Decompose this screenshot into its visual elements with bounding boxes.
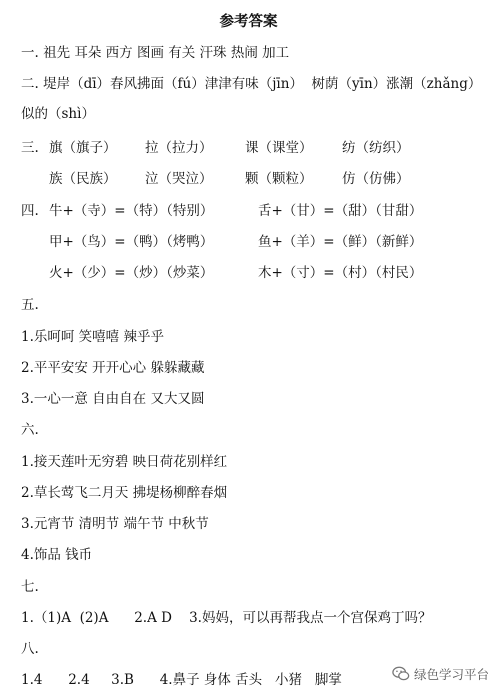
section-4-right-item: 木+（寸）=（村）（村民） bbox=[258, 265, 423, 281]
section-6-item: 2.草长莺飞二月天 拂堤杨柳醉春烟 bbox=[21, 485, 228, 501]
section-3-cell: 拉（拉力） bbox=[145, 140, 213, 156]
section-4-right-item: 鱼+（羊）=（鲜）（新鲜） bbox=[258, 234, 423, 250]
section-3-cell: 旗（旗子） bbox=[49, 140, 117, 156]
section-3-cell: 仿（仿佛） bbox=[342, 171, 410, 187]
section-7-label: 七. bbox=[21, 579, 39, 595]
section-7-answer: 1.（1)A (2)A 2.A D 3.妈妈，可以再帮我点一个宫保鸡丁吗？ bbox=[21, 610, 432, 626]
section-5-item: 1.乐呵呵 笑嘻嘻 辣乎乎 bbox=[21, 329, 164, 345]
section-6-item: 3.元宵节 清明节 端午节 中秋节 bbox=[21, 516, 209, 532]
section-3-cell: 族（民族） bbox=[49, 171, 117, 187]
section-4-left-item: 火+（少）=（炒）（炒菜） bbox=[49, 265, 214, 281]
wechat-icon bbox=[392, 665, 410, 683]
section-4-left-item: 牛+（寺）=（特）（特别） bbox=[49, 203, 214, 219]
section-4-label: 四. bbox=[21, 203, 39, 219]
section-8-label: 八. bbox=[21, 641, 39, 657]
section-4-left-item: 甲+（鸟）=（鸭）（烤鸭） bbox=[49, 234, 214, 250]
section-6-item: 4.饰品 钱币 bbox=[21, 547, 93, 563]
section-6-label: 六. bbox=[21, 422, 39, 438]
section-2-text-b: dī）春风拂面（fú）津津有味（jīn） 树荫（yīn）涨潮（zhǎng） bbox=[83, 76, 482, 92]
section-2-line-2: 似的（shì） bbox=[21, 106, 95, 122]
section-3-cell: 课（课堂） bbox=[245, 140, 313, 156]
section-2-label: 二. bbox=[21, 76, 39, 92]
watermark-text: 绿色学习平台 bbox=[413, 667, 489, 682]
section-4-right-item: 舌+（甘）=（甜）（甘甜） bbox=[258, 203, 423, 219]
section-5-item: 2.平平安安 开开心心 躲躲藏藏 bbox=[21, 360, 205, 376]
section-3-cell: 泣（哭泣） bbox=[145, 171, 213, 187]
section-3-cell: 颗（颗粒） bbox=[245, 171, 313, 187]
section-8-answer: 1.4 2.4 3.B 4.鼻子 身体 舌头 小猪 脚掌 bbox=[21, 672, 342, 688]
section-2-line bbox=[21, 72, 481, 92]
section-6-item: 1.接天莲叶无穷碧 映日荷花别样红 bbox=[21, 454, 228, 470]
section-2-text-a: 堤岸（ bbox=[43, 76, 84, 92]
section-5-label: 五. bbox=[21, 297, 39, 313]
section-1-line: 一. 祖先 耳朵 西方 图画 有关 汗珠 热闹 加工 bbox=[21, 45, 290, 61]
section-3-label: 三. bbox=[21, 140, 39, 156]
page-title: 参考答案 bbox=[219, 13, 278, 30]
section-3-cell: 纺（纺织） bbox=[342, 140, 410, 156]
section-5-item: 3.一心一意 自由自在 又大又圆 bbox=[21, 391, 205, 407]
watermark bbox=[392, 663, 489, 685]
